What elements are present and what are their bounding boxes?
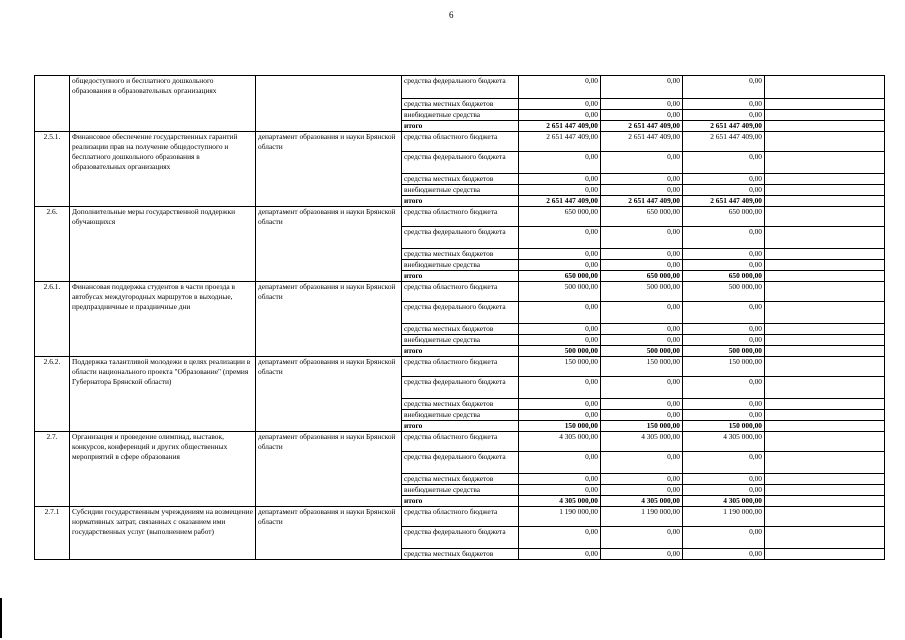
empty-cell [765, 452, 885, 474]
empty-cell [765, 324, 885, 335]
amount-v1: 0,00 [519, 249, 601, 260]
amount-v1: 150 000,00 [519, 421, 601, 432]
amount-v3: 0,00 [683, 185, 765, 196]
amount-v1: 0,00 [519, 99, 601, 110]
amount-v3: 500 000,00 [683, 346, 765, 357]
item-executor: департамент образования и науки Брянской области [256, 507, 402, 560]
table-row [35, 507, 885, 527]
funding-source: средства федерального бюджета [402, 377, 519, 399]
amount-v1: 150 000,00 [519, 357, 601, 377]
item-name: Дополнительные меры государственной поддержки обучающихся [70, 207, 256, 282]
amount-v1: 0,00 [519, 185, 601, 196]
amount-v2: 2 651 447 409,00 [601, 132, 683, 152]
item-executor: департамент образования и науки Брянской области [256, 282, 402, 357]
amount-v3: 150 000,00 [683, 357, 765, 377]
funding-source: средства местных бюджетов [402, 174, 519, 185]
funding-source: средства местных бюджетов [402, 474, 519, 485]
table-row [35, 76, 885, 99]
funding-source: средства областного бюджета [402, 432, 519, 452]
item-name: Субсидии государственным учреждениям на возмещение нормативных затрат, связанных с оказанием ими государственных услуг (выполнением работ) [70, 507, 256, 560]
scan-edge-mark [0, 598, 2, 638]
amount-v3: 0,00 [683, 99, 765, 110]
empty-cell [765, 271, 885, 282]
item-executor: департамент образования и науки Брянской области [256, 207, 402, 282]
funding-source: внебюджетные средства [402, 335, 519, 346]
amount-v1: 0,00 [519, 410, 601, 421]
amount-v2: 650 000,00 [601, 271, 683, 282]
funding-source: средства местных бюджетов [402, 99, 519, 110]
funding-source: итого [402, 421, 519, 432]
empty-cell [765, 474, 885, 485]
amount-v2: 0,00 [601, 399, 683, 410]
amount-v3: 0,00 [683, 302, 765, 324]
budget-table [34, 75, 885, 560]
amount-v1: 650 000,00 [519, 207, 601, 227]
amount-v3: 1 190 000,00 [683, 507, 765, 527]
empty-cell [765, 399, 885, 410]
amount-v2: 1 190 000,00 [601, 507, 683, 527]
item-code: 2.6.2. [35, 357, 70, 432]
item-name: Организация и проведение олимпиад, выставок, конкурсов, конференций и других общественных мероприятий в сфере образования [70, 432, 256, 507]
amount-v2: 0,00 [601, 377, 683, 399]
amount-v1: 0,00 [519, 452, 601, 474]
empty-cell [765, 357, 885, 377]
funding-source: внебюджетные средства [402, 410, 519, 421]
amount-v2: 500 000,00 [601, 346, 683, 357]
amount-v2: 0,00 [601, 76, 683, 99]
empty-cell [765, 302, 885, 324]
funding-source: итого [402, 271, 519, 282]
amount-v2: 150 000,00 [601, 421, 683, 432]
amount-v3: 500 000,00 [683, 282, 765, 302]
amount-v2: 650 000,00 [601, 207, 683, 227]
amount-v1: 0,00 [519, 227, 601, 249]
amount-v3: 0,00 [683, 249, 765, 260]
amount-v3: 0,00 [683, 335, 765, 346]
funding-source: средства местных бюджетов [402, 324, 519, 335]
amount-v2: 0,00 [601, 549, 683, 560]
item-name: общедоступного и бесплатного дошкольного образования в образовательных организациях [70, 76, 256, 132]
amount-v3: 2 651 447 409,00 [683, 132, 765, 152]
amount-v1: 0,00 [519, 324, 601, 335]
empty-cell [765, 207, 885, 227]
amount-v3: 650 000,00 [683, 207, 765, 227]
funding-source: итого [402, 346, 519, 357]
amount-v2: 2 651 447 409,00 [601, 196, 683, 207]
amount-v3: 4 305 000,00 [683, 496, 765, 507]
amount-v2: 0,00 [601, 260, 683, 271]
empty-cell [765, 132, 885, 152]
amount-v1: 0,00 [519, 174, 601, 185]
item-executor: департамент образования и науки Брянской области [256, 132, 402, 207]
table-row [35, 432, 885, 452]
amount-v1: 650 000,00 [519, 271, 601, 282]
funding-source: средства федерального бюджета [402, 152, 519, 174]
amount-v2: 0,00 [601, 335, 683, 346]
table-row [35, 357, 885, 377]
amount-v2: 0,00 [601, 99, 683, 110]
empty-cell [765, 421, 885, 432]
funding-source: внебюджетные средства [402, 260, 519, 271]
amount-v2: 0,00 [601, 474, 683, 485]
amount-v3: 650 000,00 [683, 271, 765, 282]
amount-v3: 0,00 [683, 324, 765, 335]
amount-v2: 0,00 [601, 249, 683, 260]
amount-v2: 0,00 [601, 324, 683, 335]
empty-cell [765, 527, 885, 549]
item-executor: департамент образования и науки Брянской области [256, 432, 402, 507]
item-executor: департамент образования и науки Брянской области [256, 357, 402, 432]
empty-cell [765, 110, 885, 121]
amount-v1: 0,00 [519, 377, 601, 399]
amount-v1: 500 000,00 [519, 346, 601, 357]
amount-v3: 0,00 [683, 485, 765, 496]
amount-v2: 0,00 [601, 174, 683, 185]
funding-source: средства местных бюджетов [402, 549, 519, 560]
amount-v3: 0,00 [683, 474, 765, 485]
amount-v1: 0,00 [519, 474, 601, 485]
amount-v1: 0,00 [519, 527, 601, 549]
amount-v3: 0,00 [683, 549, 765, 560]
item-code: 2.5.1. [35, 132, 70, 207]
funding-source: средства областного бюджета [402, 207, 519, 227]
empty-cell [765, 174, 885, 185]
funding-source: средства областного бюджета [402, 132, 519, 152]
amount-v2: 2 651 447 409,00 [601, 121, 683, 132]
table-row [35, 132, 885, 152]
amount-v3: 0,00 [683, 227, 765, 249]
empty-cell [765, 485, 885, 496]
funding-source: внебюджетные средства [402, 110, 519, 121]
amount-v1: 500 000,00 [519, 282, 601, 302]
item-name: Финансовое обеспечение государственных гарантий реализации прав на получение общедоступного и бесплатного дошкольного образования в образовательных организациях [70, 132, 256, 207]
amount-v3: 2 651 447 409,00 [683, 121, 765, 132]
empty-cell [765, 185, 885, 196]
amount-v3: 0,00 [683, 76, 765, 99]
amount-v2: 150 000,00 [601, 357, 683, 377]
empty-cell [765, 152, 885, 174]
amount-v1: 1 190 000,00 [519, 507, 601, 527]
page-number: 6 [449, 10, 454, 20]
amount-v3: 0,00 [683, 110, 765, 121]
amount-v3: 0,00 [683, 452, 765, 474]
amount-v3: 0,00 [683, 152, 765, 174]
amount-v2: 0,00 [601, 452, 683, 474]
amount-v1: 2 651 447 409,00 [519, 121, 601, 132]
amount-v1: 4 305 000,00 [519, 496, 601, 507]
amount-v2: 0,00 [601, 152, 683, 174]
item-code: 2.7. [35, 432, 70, 507]
empty-cell [765, 196, 885, 207]
empty-cell [765, 335, 885, 346]
empty-cell [765, 227, 885, 249]
budget-table-body [35, 76, 885, 560]
amount-v1: 0,00 [519, 152, 601, 174]
amount-v3: 0,00 [683, 377, 765, 399]
amount-v1: 0,00 [519, 335, 601, 346]
item-name: Поддержка талантливой молодежи в целях реализации в области национального проекта "Образование" (премия Губернатора Брянской области) [70, 357, 256, 432]
empty-cell [765, 496, 885, 507]
amount-v1: 0,00 [519, 485, 601, 496]
item-code [35, 76, 70, 132]
amount-v1: 0,00 [519, 110, 601, 121]
item-code: 2.6.1. [35, 282, 70, 357]
amount-v2: 4 305 000,00 [601, 432, 683, 452]
funding-source: средства областного бюджета [402, 282, 519, 302]
amount-v2: 0,00 [601, 410, 683, 421]
item-code: 2.7.1 [35, 507, 70, 560]
amount-v3: 2 651 447 409,00 [683, 196, 765, 207]
table-row [35, 207, 885, 227]
empty-cell [765, 377, 885, 399]
funding-source: средства федерального бюджета [402, 527, 519, 549]
amount-v1: 0,00 [519, 302, 601, 324]
funding-source: средства местных бюджетов [402, 249, 519, 260]
funding-source: внебюджетные средства [402, 485, 519, 496]
amount-v2: 0,00 [601, 227, 683, 249]
amount-v2: 0,00 [601, 110, 683, 121]
amount-v2: 0,00 [601, 302, 683, 324]
funding-source: средства областного бюджета [402, 357, 519, 377]
amount-v3: 0,00 [683, 410, 765, 421]
amount-v2: 0,00 [601, 485, 683, 496]
amount-v1: 0,00 [519, 260, 601, 271]
table-row [35, 282, 885, 302]
amount-v1: 4 305 000,00 [519, 432, 601, 452]
empty-cell [765, 76, 885, 99]
funding-source: средства областного бюджета [402, 507, 519, 527]
empty-cell [765, 346, 885, 357]
amount-v3: 4 305 000,00 [683, 432, 765, 452]
item-code: 2.6. [35, 207, 70, 282]
funding-source: внебюджетные средства [402, 185, 519, 196]
amount-v1: 2 651 447 409,00 [519, 132, 601, 152]
funding-source: итого [402, 121, 519, 132]
amount-v2: 0,00 [601, 185, 683, 196]
item-executor [256, 76, 402, 132]
funding-source: средства федерального бюджета [402, 227, 519, 249]
empty-cell [765, 549, 885, 560]
amount-v1: 0,00 [519, 399, 601, 410]
empty-cell [765, 99, 885, 110]
empty-cell [765, 249, 885, 260]
amount-v2: 4 305 000,00 [601, 496, 683, 507]
empty-cell [765, 507, 885, 527]
funding-source: итого [402, 196, 519, 207]
item-name: Финансовая поддержка студентов в части проезда в автобусах междугородных маршрутов в выходные, предпраздничные и праздничные дни [70, 282, 256, 357]
amount-v2: 0,00 [601, 527, 683, 549]
funding-source: итого [402, 496, 519, 507]
amount-v3: 150 000,00 [683, 421, 765, 432]
amount-v3: 0,00 [683, 399, 765, 410]
funding-source: средства федерального бюджета [402, 452, 519, 474]
amount-v3: 0,00 [683, 260, 765, 271]
funding-source: средства федерального бюджета [402, 76, 519, 99]
funding-source: средства федерального бюджета [402, 302, 519, 324]
amount-v3: 0,00 [683, 174, 765, 185]
amount-v3: 0,00 [683, 527, 765, 549]
empty-cell [765, 121, 885, 132]
funding-source: средства местных бюджетов [402, 399, 519, 410]
amount-v1: 0,00 [519, 549, 601, 560]
empty-cell [765, 410, 885, 421]
empty-cell [765, 432, 885, 452]
empty-cell [765, 260, 885, 271]
amount-v1: 0,00 [519, 76, 601, 99]
amount-v2: 500 000,00 [601, 282, 683, 302]
empty-cell [765, 282, 885, 302]
amount-v1: 2 651 447 409,00 [519, 196, 601, 207]
